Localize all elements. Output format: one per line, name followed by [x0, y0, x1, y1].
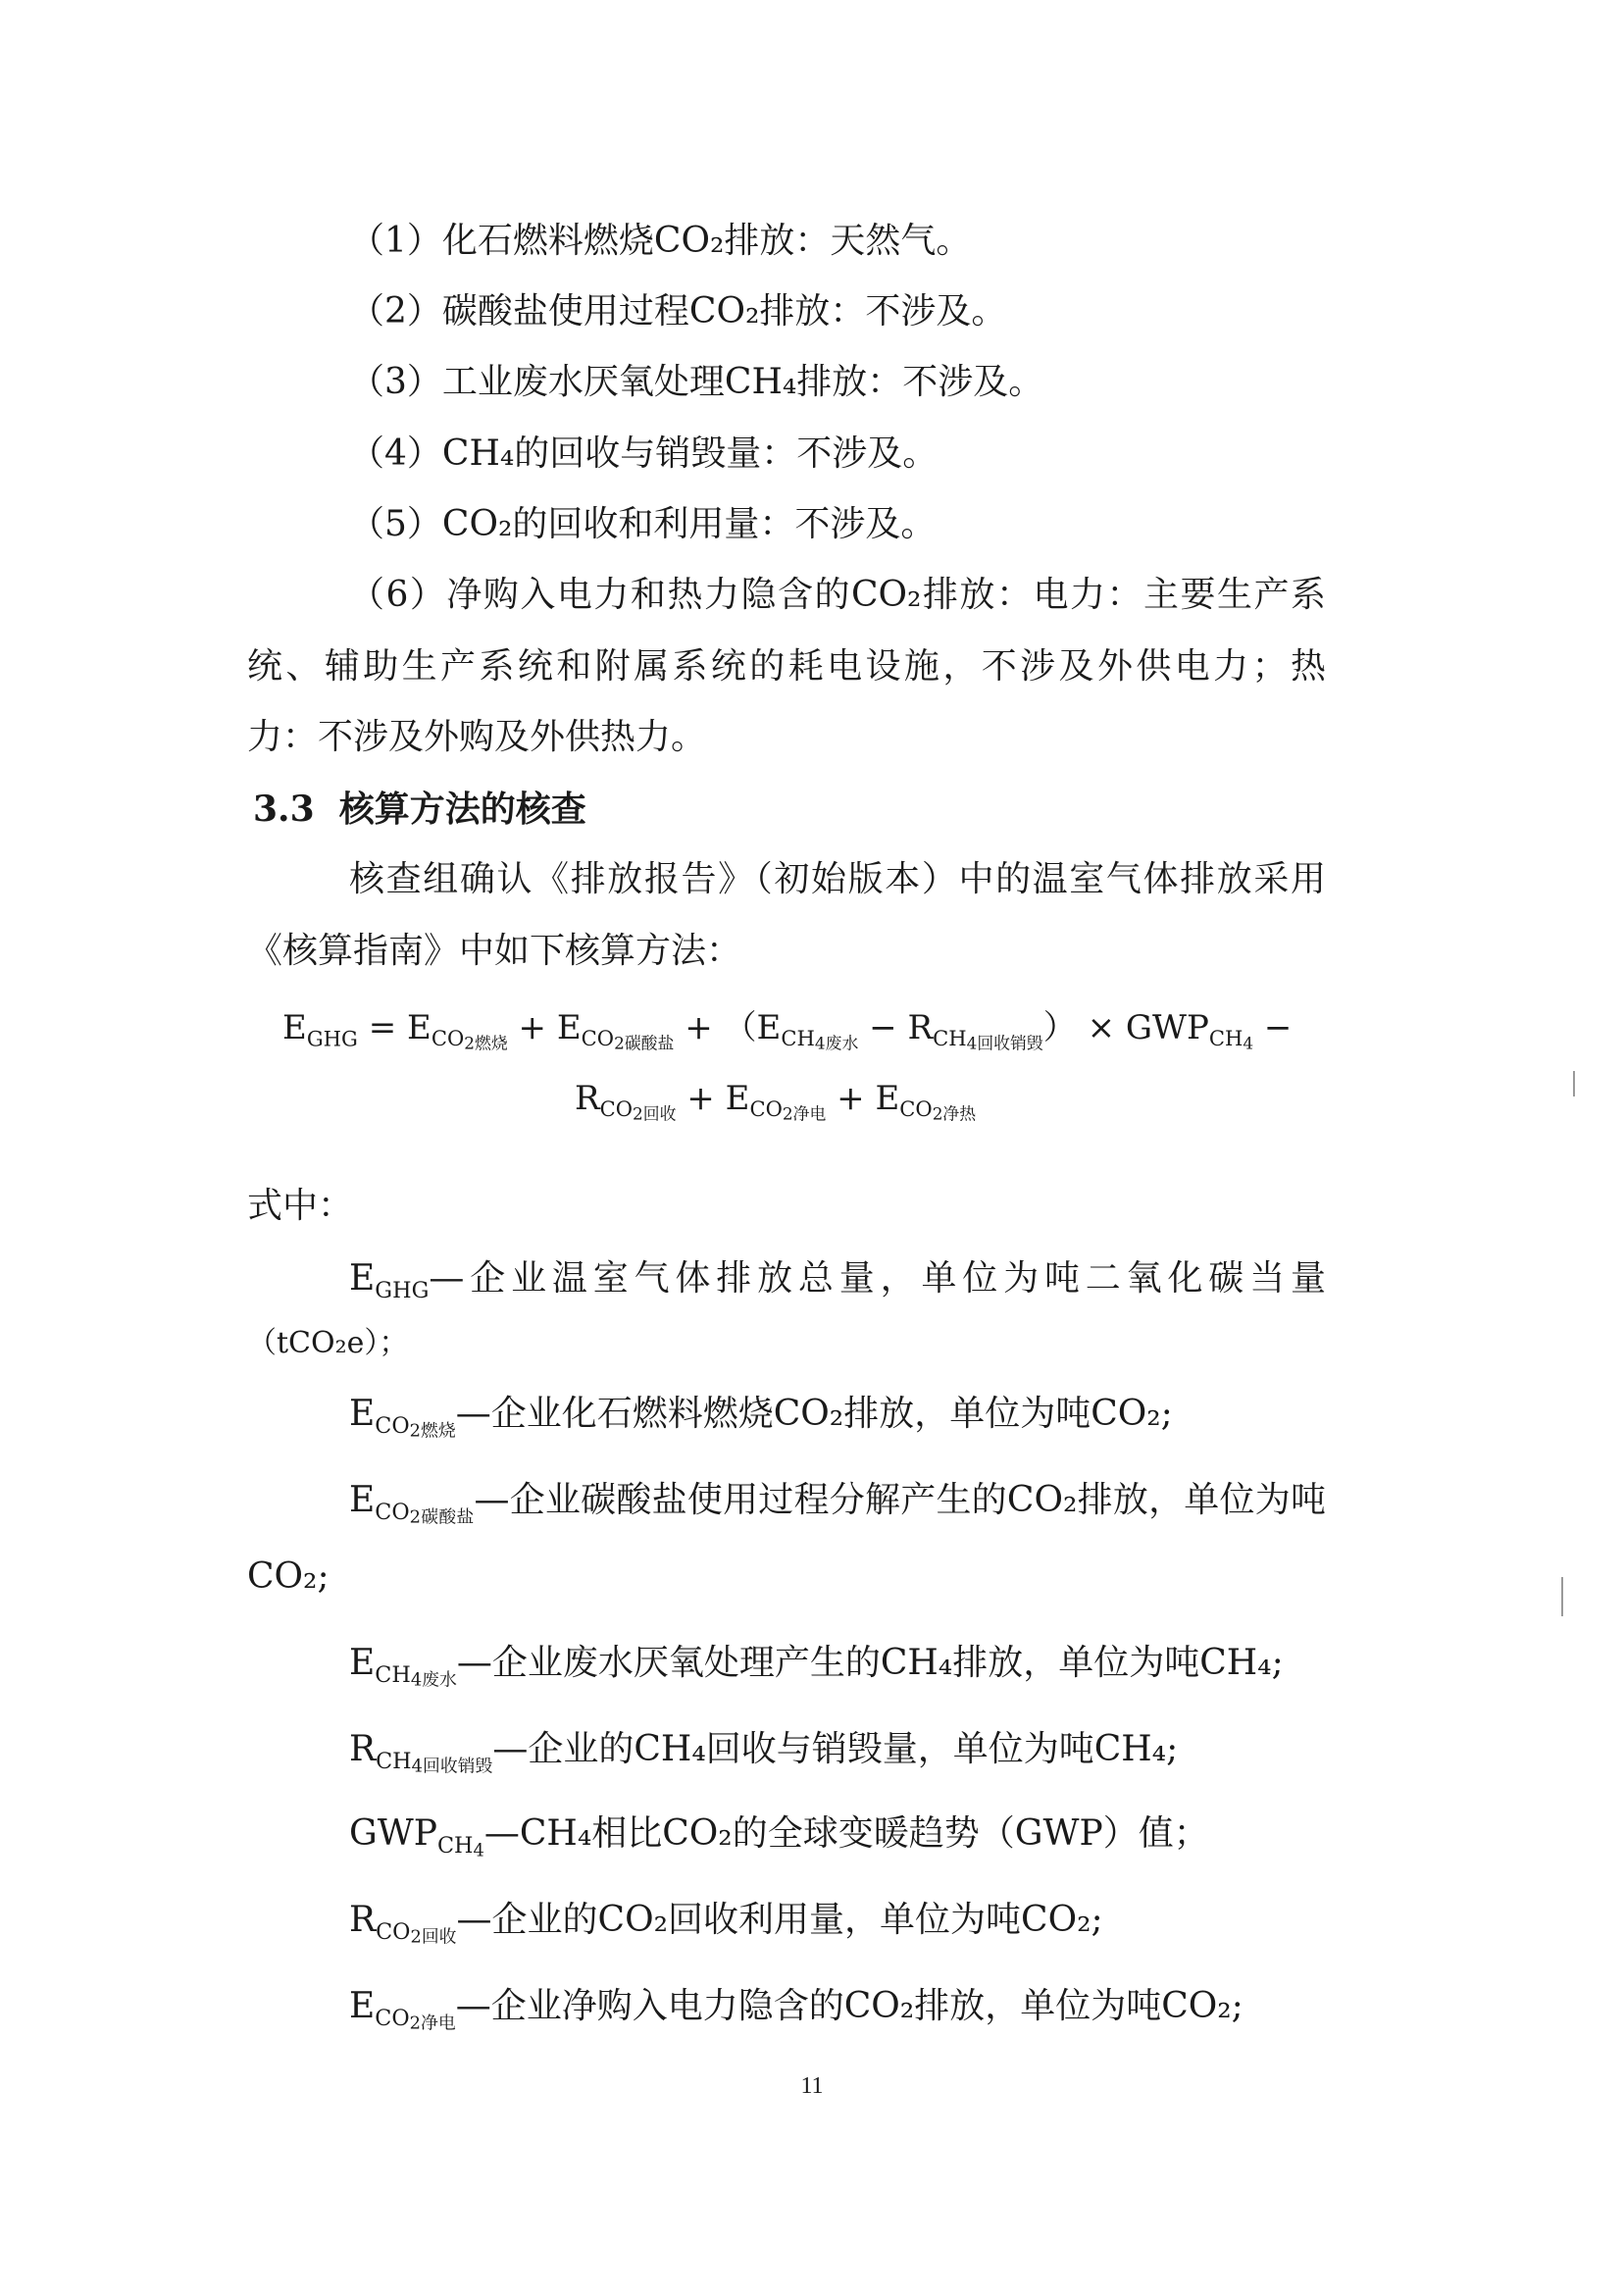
section-heading: [253, 786, 586, 833]
scan-speck: [1561, 1577, 1563, 1616]
shizhong-label: 式中：: [247, 1186, 354, 1226]
scope-item-5: （5）CO₂的回收和利用量：不涉及。: [349, 504, 937, 544]
def-tansuanyan-line-1: $E_{CO_{2碳酸盐}}—$企业碳酸盐使用过程分解产生的CO₂排放，单位为吨: [349, 1480, 1326, 1528]
scope-item-6-line-2: 统、辅助生产系统和附属系统的耗电设施，不涉及外供电力；热: [247, 646, 1326, 687]
def-huishouxiaohui: $R_{CH_{4回收销毁}}—$企业的CH₄回收与销毁量，单位为吨CH₄;: [349, 1729, 1179, 1777]
intro-line-1: 核查组确认《排放报告》（初始版本）中的温室气体排放采用: [349, 859, 1326, 899]
def-ranshao: $E_{CO_{2燃烧}}—$企业化石燃料燃烧CO₂排放，单位为吨CO₂;: [349, 1394, 1173, 1442]
section-title: 核算方法的核查: [338, 789, 586, 830]
scope-item-6-line-1: （6）净购入电力和热力隐含的CO₂排放：电力：主要生产系: [349, 575, 1326, 615]
def-ghg-line-2: （tCO₂e）；: [247, 1326, 409, 1360]
scope-item-6-line-3: 力：不涉及外购及外供热力。: [247, 717, 707, 757]
page-number: 11: [800, 2073, 824, 2099]
formula-line-1: $E_{GHG} = E_{CO_{2燃烧}} + E_{CO_{2碳酸盐}} + (E_{CH_{4废水}} - R_{CH_{4回收销毁}}) \times GWP_{CH_4}$ −: [282, 1008, 1293, 1053]
formula-line-2: $R_{CO_{2回收}} + E_{CO_{2净电}} + E_{CO_{2净热}}$: [575, 1079, 977, 1124]
scan-speck: [1573, 1071, 1575, 1096]
scope-item-3: （3）工业废水厌氧处理CH₄排放：不涉及。: [349, 362, 1044, 402]
scope-item-1: （1）化石燃料燃烧CO₂排放：天然气。: [349, 221, 972, 261]
def-tansuanyan-line-2: CO₂;: [247, 1556, 330, 1597]
section-number: 3.3: [253, 789, 315, 830]
def-ghg-line-1: $E_{GHG}—$企业温室气体排放总量，单位为吨二氧化碳当量: [349, 1258, 1326, 1303]
def-gwp: $GWP_{CH_4}—CH_4$相比CO₂的全球变暖趋势（GWP）值；: [349, 1813, 1209, 1861]
intro-line-2: 《核算指南》中如下核算方法：: [247, 931, 742, 971]
scope-item-2: （2）碳酸盐使用过程CO₂排放：不涉及。: [349, 291, 1007, 331]
def-feishui: $E_{CH_{4废水}}—$企业废水厌氧处理产生的CH₄排放，单位为吨CH₄;: [349, 1643, 1284, 1691]
scope-item-4: （4）CH₄的回收与销毁量：不涉及。: [349, 433, 939, 474]
def-huishou: $R_{CO_{2回收}}—$企业的CO₂回收利用量，单位为吨CO₂;: [349, 1900, 1103, 1948]
def-jingdian: $E_{CO_{2净电}}—$企业净购入电力隐含的CO₂排放，单位为吨CO₂;: [349, 1986, 1243, 2034]
